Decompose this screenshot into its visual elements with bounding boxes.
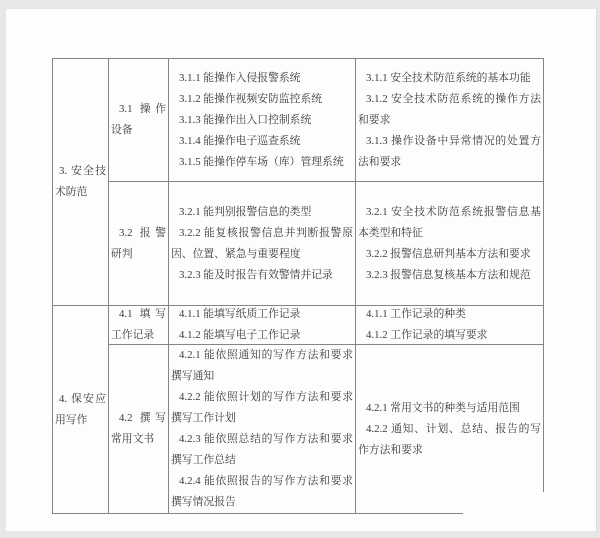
task-4-1-cell	[109, 306, 169, 345]
section-3-label-cell	[53, 59, 109, 306]
knowledge-item: 4.2.1 常用文书的种类与适用范围	[366, 401, 520, 414]
skill-item: 3.1.2 能操作视频安防监控系统	[179, 92, 323, 105]
task-label: 4.2 撰写常用文书	[111, 412, 166, 445]
task-label: 3.1 操作设备	[111, 103, 166, 136]
task-4-2-cell	[109, 345, 169, 514]
knowledge-item: 3.2.2 报警信息研判基本方法和要求	[366, 247, 531, 260]
skills-4-2-cell	[169, 345, 356, 514]
knowledge-4-2-cell	[356, 345, 544, 514]
knowledge-4-1-cell	[356, 306, 544, 345]
skill-item: 4.2.1 能依照通知的写作方法和要求撰写通知	[171, 349, 353, 382]
knowledge-3-2-cell	[356, 182, 544, 306]
skill-item: 3.2.1 能判别报警信息的类型	[179, 205, 312, 218]
section-label: 4. 保安应用写作	[55, 392, 106, 426]
page-edge-shadow	[596, 9, 597, 531]
knowledge-3-1-cell	[356, 59, 544, 182]
skills-4-1-cell	[169, 306, 356, 345]
knowledge-item: 4.2.2 通知、计划、总结、报告的写作方法和要求	[358, 422, 541, 456]
knowledge-item: 4.1.2 工作记录的填写要求	[366, 329, 488, 341]
knowledge-item: 4.1.1 工作记录的种类	[366, 308, 466, 320]
knowledge-item: 3.1.2 安全技术防范系统的操作方法和要求	[358, 92, 541, 126]
section-4-label-cell	[53, 306, 109, 514]
skill-item: 3.1.4 能操作电子巡查系统	[179, 134, 301, 147]
skill-item: 4.2.3 能依照总结的写作方法和要求撰写工作总结	[171, 433, 353, 466]
skill-item: 3.1.1 能操作入侵报警系统	[179, 71, 301, 84]
knowledge-item: 3.1.1 安全技术防范系统的基本功能	[366, 71, 531, 84]
section-label: 3. 安全技术防范	[55, 165, 106, 198]
skill-item: 3.1.5 能操作停车场（库）管理系统	[179, 155, 344, 168]
skill-item: 4.2.2 能依照计划的写作方法和要求撰写工作计划	[171, 391, 353, 424]
skills-3-1-cell	[169, 59, 356, 182]
knowledge-item: 3.2.3 报警信息复核基本方法和规范	[366, 268, 531, 281]
task-label: 3.2 报警研判	[111, 226, 166, 260]
skill-item: 4.1.2 能填写电子工作记录	[179, 329, 301, 341]
knowledge-item: 3.1.3 操作设备中异常情况的处置方法和要求	[358, 134, 541, 168]
task-3-2-cell	[109, 182, 169, 306]
skills-3-2-cell	[169, 182, 356, 306]
task-3-1-cell	[109, 59, 169, 182]
skill-item: 4.1.1 能填写纸质工作记录	[179, 308, 301, 320]
skill-item: 3.1.3 能操作出入口控制系统	[179, 113, 312, 126]
scan-cutoff-overlay	[463, 492, 555, 523]
knowledge-item: 3.2.1 安全技术防范系统报警信息基本类型和特征	[358, 205, 541, 239]
competency-table	[52, 58, 544, 514]
skill-item: 3.2.2 能复核报警信息并判断报警原因、位置、紧急与重要程度	[171, 226, 353, 260]
skill-item: 4.2.4 能依照报告的写作方法和要求撰写情况报告	[171, 475, 353, 508]
task-label: 4.1 填写工作记录	[111, 308, 166, 341]
skill-item: 3.2.3 能及时报告有效警情并记录	[179, 268, 333, 281]
